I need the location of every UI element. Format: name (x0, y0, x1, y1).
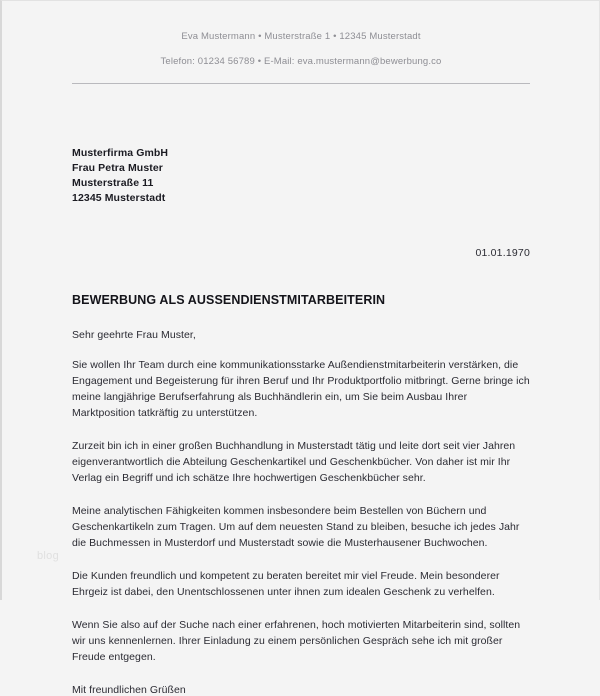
letterhead (72, 1, 530, 68)
blog-watermark: blog (37, 550, 59, 562)
body-paragraph: Wenn Sie also auf der Suche nach einer erfahrenen, hoch motivierten Mitarbeiterin sind, sollten wir uns kennenlernen. Ihrer Einladung zu einem persönlichen Gespräch sehe ich mit großer Freude entgegen. (72, 618, 521, 663)
letter-date: 01.01.1970 (475, 247, 530, 260)
body-paragraph: Die Kunden freundlich und kompetent zu beraten bereitet mir viel Freude. Mein besonderer Ehrgeiz ist dabei, den Unentschlossenen unter ihnen zum idealen Geschenk zu verhelfen. (72, 569, 500, 598)
letter-subject: BEWERBUNG ALS AUSSENDIENSTMITARBEITERIN (72, 293, 386, 308)
recipient-company: Musterfirma GmbH (72, 146, 169, 159)
letter-salutation: Sehr geehrte Frau Muster, (72, 329, 196, 342)
recipient-person: Frau Petra Muster (72, 161, 163, 174)
body-paragraph: Zurzeit bin ich in einer großen Buchhandlung in Musterstadt tätig und leite dort seit vier Jahren eigenverantwortlich die Abteilung Geschenkartikel und Geschenkbücher. Von daher ist mir Ihr Verlag ein Begriff und ich schätze Ihre hochwertigen Geschenkbücher sehr. (72, 440, 516, 485)
letterhead-phone-email-line: Telefon: 01234 56789 • E-Mail: eva.mustermann@bewerbung.co (160, 56, 442, 68)
recipient-address-block (72, 146, 530, 206)
body-paragraph: Sie wollen Ihr Team durch eine kommunikationsstarke Außendienstmitarbeiterin verstärken, die Engagement und Begeisterung für ihren Beruf und Ihr Produktportfolio mitbringt. Gerne bringe ich meine langjährige Berufserfahrung als Buchhändlerin ein, um Sie beim Ausbau Ihrer Marktposition tatkräftig zu unterstützen. (72, 359, 530, 420)
body-paragraph: Meine analytischen Fähigkeiten kommen insbesondere beim Bestellen von Büchern und Geschenkartikeln zum Tragen. Um auf dem neuesten Stand zu bleiben, besuche ich jedes Jahr die Buchmessen in Musterdorf und Musterstadt sowie die Musterhausener Buchwochen. (72, 505, 520, 549)
recipient-street: Musterstraße 11 (72, 176, 154, 189)
letter-content (72, 1, 530, 696)
letterhead-contact-line: Eva Mustermann • Musterstraße 1 • 12345 Musterstadt (181, 31, 421, 42)
letterhead-divider (72, 83, 530, 84)
recipient-city: 12345 Musterstadt (72, 191, 166, 204)
letter-closing: Mit freundlichen Grüßen (72, 683, 186, 696)
